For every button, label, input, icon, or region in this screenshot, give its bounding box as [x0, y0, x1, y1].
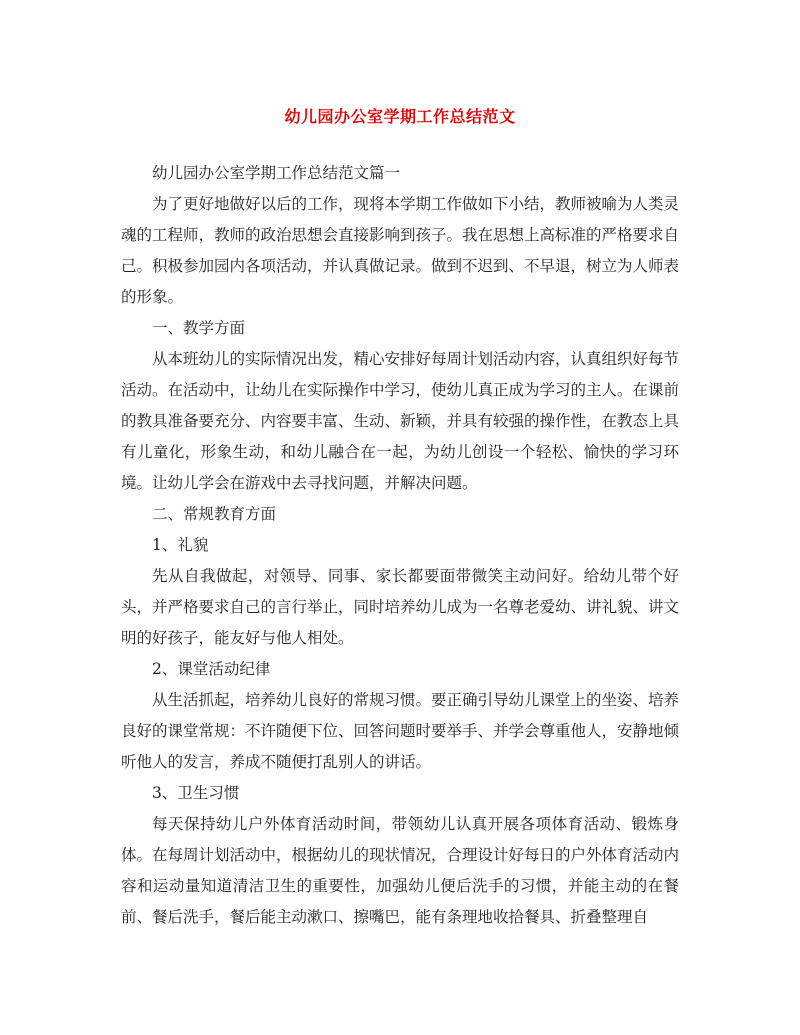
document-body [121, 158, 679, 933]
document-title: 幼儿园办公室学期工作总结范文 [284, 107, 516, 126]
item-heading-discipline: 2、课堂活动纪律 [152, 660, 271, 678]
section-heading-teaching: 一、教学方面 [152, 319, 246, 337]
item-heading-manners: 1、礼貌 [152, 536, 209, 554]
document-subtitle: 幼儿园办公室学期工作总结范文篇一 [152, 164, 401, 182]
intro-paragraph: 为了更好地做好以后的工作，现将本学期工作做如下小结，教师被喻为人类灵魂的工程师，教师的政治思想会直接影响到孩子。我在思想上高标准的严格要求自己。积极参加园内各项活动，并认真做记录。做到不迟到、不早退，树立为人师表的形象。 [121, 195, 680, 306]
discipline-paragraph: 从生活抓起，培养幼儿良好的常规习惯。要正确引导幼儿课堂上的坐姿、培养良好的课堂常规：不许随便下位、回答问题时要举手、并学会尊重他人，安静地倾听他人的发言，养成不随便打乱别人的讲话。 [121, 691, 680, 771]
section-heading-routine: 二、常规教育方面 [152, 505, 277, 523]
manners-paragraph: 先从自我做起，对领导、同事、家长都要面带微笑主动问好。给幼儿带个好头，并严格要求自己的言行举止，同时培养幼儿成为一名尊老爱幼、讲礼貌、讲文明的好孩子，能友好与他人相处。 [121, 567, 680, 647]
hygiene-paragraph: 每天保持幼儿户外体育活动时间，带领幼儿认真开展各项体育活动、锻炼身体。在每周计划活动中，根据幼儿的现状情况，合理设计好每日的户外体育活动内容和运动量知道清洁卫生的重要性，加强幼儿便后洗手的习惯，并能主动的在餐前、餐后洗手，餐后能主动漱口、擦嘴巴，能有条理地收拾餐具、折叠整理自 [121, 815, 680, 926]
teaching-paragraph: 从本班幼儿的实际情况出发，精心安排好每周计划活动内容，认真组织好每节活动。在活动中，让幼儿在实际操作中学习，使幼儿真正成为学习的主人。在课前的教具准备要充分、内容要丰富、生动、新颖，并具有较强的操作性，在教态上具有儿童化，形象生动，和幼儿融合在一起，为幼儿创设一个轻松、愉快的学习环境。让幼儿学会在游戏中去寻找问题，并解决问题。 [121, 350, 680, 492]
item-heading-hygiene: 3、卫生习惯 [152, 784, 240, 802]
